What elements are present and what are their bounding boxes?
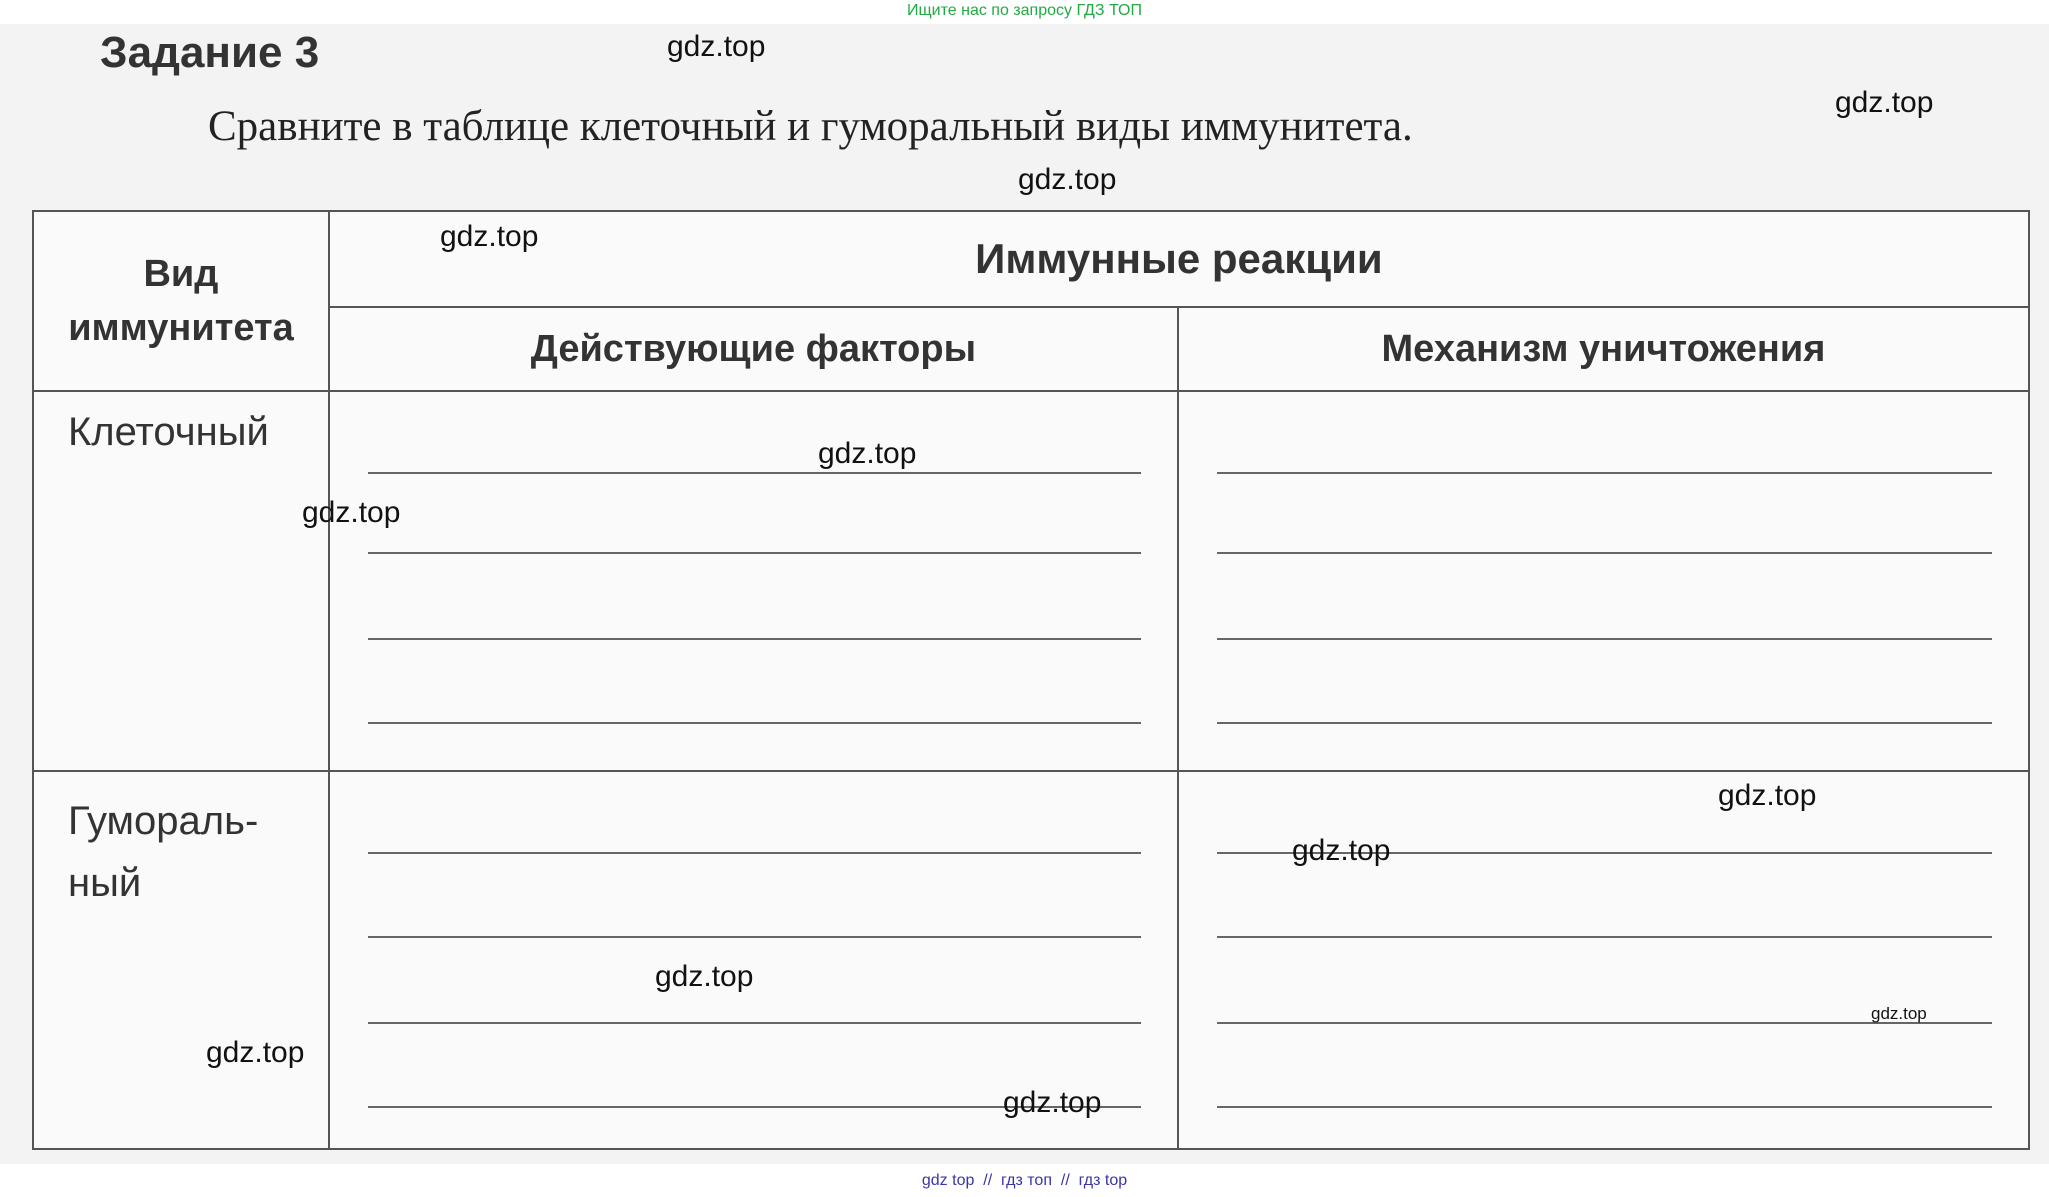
watermark: gdz.top bbox=[818, 437, 917, 470]
watermark: gdz.top bbox=[1292, 834, 1391, 867]
answer-line[interactable] bbox=[368, 638, 1141, 640]
answer-line[interactable] bbox=[368, 472, 1141, 474]
answer-line[interactable] bbox=[1217, 722, 1992, 724]
top-search-link[interactable]: Ищите нас по запросу ГДЗ ТОП bbox=[907, 2, 1142, 19]
answer-line[interactable] bbox=[1217, 472, 1992, 474]
cellular-factors-cell[interactable] bbox=[329, 391, 1178, 771]
watermark: gdz.top bbox=[655, 960, 754, 993]
answer-line[interactable] bbox=[368, 852, 1141, 854]
task-instructions: Сравните в таблице клеточный и гуморальный виды иммунитета. bbox=[208, 103, 1413, 150]
watermark: gdz.top bbox=[667, 30, 766, 63]
row-label-cellular: Клеточный bbox=[33, 391, 329, 771]
cellular-mechanism-cell[interactable] bbox=[1178, 391, 2029, 771]
watermark: gdz.top bbox=[1018, 163, 1117, 196]
answer-line[interactable] bbox=[1217, 552, 1992, 554]
header-acting-factors: Действующие факторы bbox=[329, 307, 1178, 391]
humoral-mechanism-cell[interactable] bbox=[1178, 771, 2029, 1149]
answer-line[interactable] bbox=[368, 552, 1141, 554]
watermark: gdz.top bbox=[302, 496, 401, 529]
watermark: gdz.top bbox=[1871, 1004, 1927, 1023]
watermark: gdz.top bbox=[1003, 1086, 1102, 1119]
answer-line[interactable] bbox=[368, 1022, 1141, 1024]
watermark: gdz.top bbox=[206, 1036, 305, 1069]
answer-line[interactable] bbox=[1217, 936, 1992, 938]
answer-line[interactable] bbox=[368, 936, 1141, 938]
header-immune-reactions: Иммунные реакции bbox=[329, 211, 2029, 307]
row-label-humoral: Гумораль- ный bbox=[33, 771, 329, 1149]
answer-line[interactable] bbox=[1217, 638, 1992, 640]
watermark: gdz.top bbox=[440, 220, 539, 253]
header-destruction-mechanism: Механизм уничтожения bbox=[1178, 307, 2029, 391]
comparison-table bbox=[32, 210, 2030, 1150]
answer-line[interactable] bbox=[1217, 1106, 1992, 1108]
footer-links[interactable]: gdz top // гдз топ // гдз top bbox=[921, 1172, 1128, 1189]
task-title: Задание 3 bbox=[100, 28, 320, 77]
watermark: gdz.top bbox=[1835, 86, 1934, 119]
answer-line[interactable] bbox=[368, 722, 1141, 724]
header-immunity-type: Вид иммунитета bbox=[33, 211, 329, 391]
watermark: gdz.top bbox=[1718, 779, 1817, 812]
